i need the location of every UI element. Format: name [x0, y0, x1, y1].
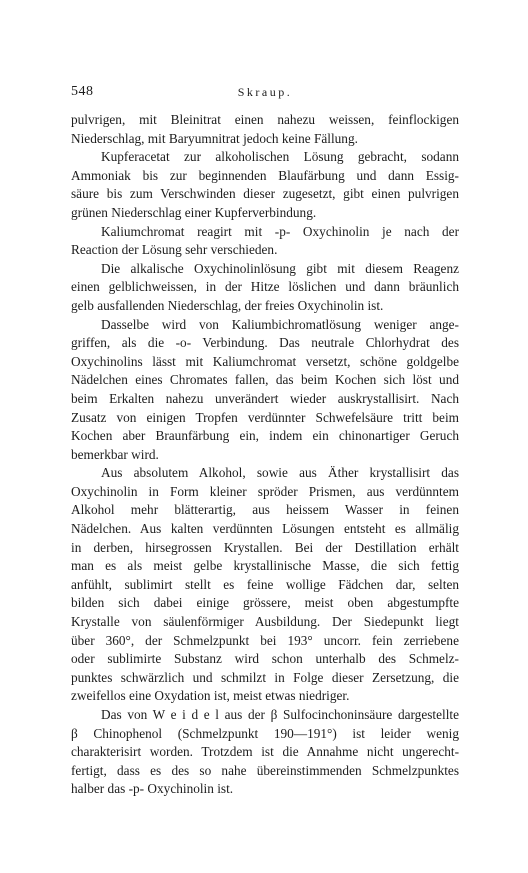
text-line: bemerkbar wird.	[71, 446, 159, 462]
text-line: zweifellos eine Oxydation ist, meist etwas niedriger.	[71, 688, 350, 704]
text-line: Reaction der Lösung sehr verschieden.	[71, 242, 278, 258]
text-line: Nädelchen. Aus kalten verdünnten Lösungen entsteht es allmälig	[71, 521, 459, 537]
text-line: pulvrigen, mit Bleinitrat einen nahezu weissen, feinflockigen	[71, 112, 459, 127]
text-line: über 360°, der Schmelzpunkt bei 193° uncorr. fein zerriebene	[71, 632, 459, 648]
text-line: punktes schwärzlich und schmilzt in Folge dieser Zersetzung, die	[71, 669, 459, 685]
text-line: Aus absolutem Alkohol, sowie aus Äther krystallisirt das	[101, 465, 459, 481]
text-line: anfühlt, sublimirt stellt es feine wollige Fädchen dar, selten	[71, 576, 459, 592]
page-number: 548	[71, 84, 94, 99]
text-line: charakterisirt worden. Trotzdem ist die Annahme nicht ungerecht-	[71, 744, 459, 760]
text-line: halber das -p- Oxychinolin ist.	[71, 781, 234, 797]
text-line: grünen Niederschlag einer Kupferverbindung.	[71, 204, 317, 220]
text-line: Kupferacetat zur alkoholischen Lösung gebracht, sodann	[101, 149, 459, 165]
text-line: säure bis zum Verschwinden dieser zugesetzt, gibt einen pulvrigen	[71, 186, 459, 202]
text-line: beim Erkalten nahezu unverändert wieder auskrystallisirt. Nach	[71, 390, 459, 406]
text-line: fertigt, dass es des so nahe übereinstimmenden Schmelzpunktes	[71, 762, 459, 778]
text-line: Oxychinolin in Form kleiner spröder Prismen, aus verdünntem	[71, 483, 459, 499]
text-line: Zusatz von einigen Tropfen verdünnter Schwefelsäure tritt beim	[71, 409, 459, 425]
text-line: Das von W e i d e l aus der β Sulfocinchoninsäure dargestellte	[101, 707, 459, 722]
text-line: Dasselbe wird von Kaliumbichromatlösung weniger ange-	[101, 316, 459, 332]
text-line: in derben, hirsegrossen Krystallen. Bei der Destillation erhält	[71, 539, 459, 555]
running-head: Skraup.	[237, 85, 293, 99]
text-line: bilden sich dabei einige grössere, meist oben abgestumpfte	[71, 595, 459, 611]
text-line: gelb ausfallenden Niederschlag, der freies Oxychinolin ist.	[71, 297, 384, 313]
text-line: Kaliumchromat reagirt mit -p- Oxychinolin je nach der	[101, 223, 459, 239]
text-line: oder sublimirte Substanz wird schon unterhalb des Schmelz-	[71, 651, 459, 667]
text-line: Die alkalische Oxychinolinlösung gibt mit diesem Reagenz	[101, 260, 459, 276]
text-line: β Chinophenol (Schmelzpunkt 190—191°) ist leider wenig	[71, 725, 459, 741]
text-line: Krystalle von säulenförmiger Ausbildung. Der Siedepunkt liegt	[71, 614, 459, 630]
body-text	[71, 111, 459, 799]
page-header	[71, 84, 459, 102]
text-line: Nädelchen eines Chromates fallen, das beim Kochen sich löst und	[71, 372, 459, 388]
text-line: Kochen aber Braunfärbung ein, indem ein chinonartiger Geruch	[71, 428, 459, 444]
text-line: Niederschlag, mit Baryumnitrat jedoch keine Fällung.	[71, 130, 358, 146]
text-line: griffen, als die -o- Verbindung. Das neutrale Chlorhydrat des	[71, 335, 459, 351]
text-line: Alkohol mehr blätterartig, aus heissem Wasser in feinen	[71, 502, 459, 518]
text-line: Oxychinolins lässt mit Kaliumchromat versetzt, schöne goldgelbe	[71, 353, 459, 369]
text-line: man es als meist gelbe krystallinische Masse, die sich fettig	[71, 558, 459, 574]
text-line: Ammoniak bis zur beginnenden Blaufärbung und dann Essig-	[71, 167, 459, 183]
text-line: einen gelblichweissen, in der Hitze löslichen und dann bräunlich	[71, 279, 459, 295]
